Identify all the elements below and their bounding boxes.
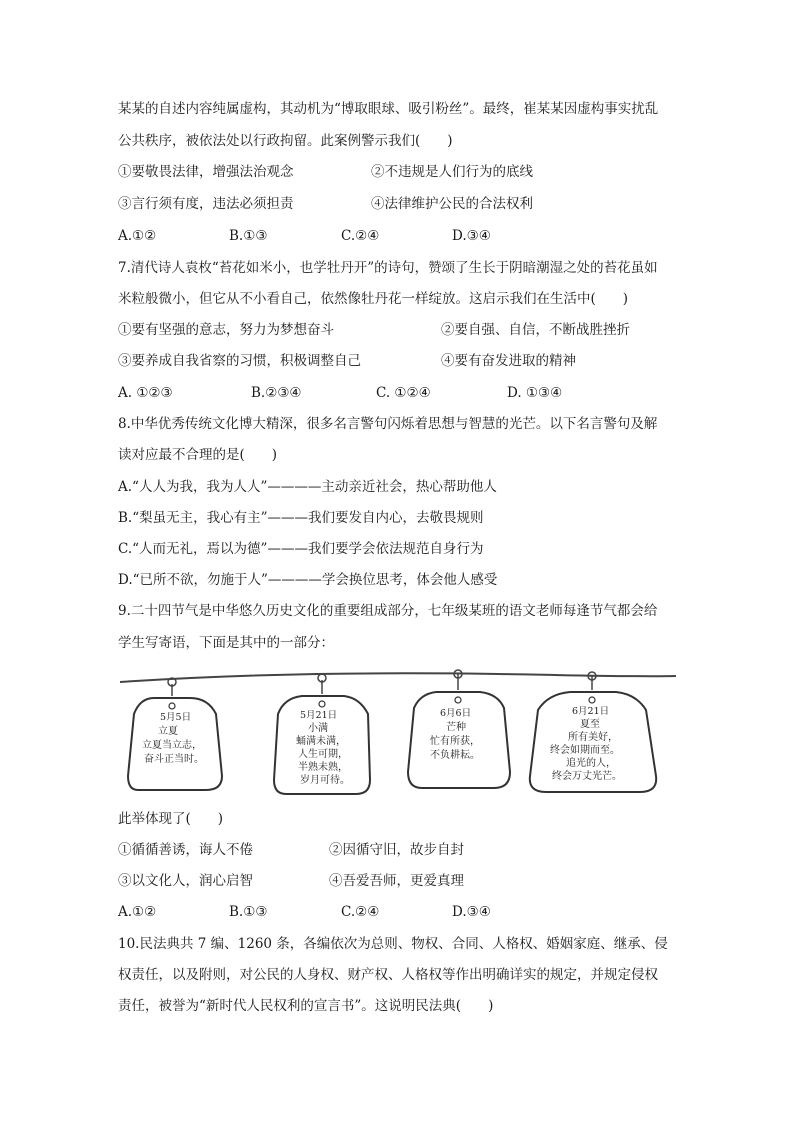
q8-option-b[interactable]: B.“梨虽无主，我心有主”———我们要发自内心，去敬畏规则 [118, 510, 484, 526]
solar-term-tags-figure [118, 668, 678, 798]
q7-option-1: ①要有坚强的意志，努力为梦想奋斗 [118, 322, 334, 338]
tag-1-line-2: 立夏当立志， [142, 740, 202, 751]
tag-4-line-5: 终会万丈光芒。 [552, 771, 622, 782]
q6-option-1: ①要敬畏法律，增强法治观念 [118, 164, 294, 180]
q6-choice-d[interactable]: D.③④ [452, 228, 491, 244]
tag-1-line-1: 立夏 [158, 726, 178, 737]
tag-xiaoman [274, 674, 370, 794]
tag-4-line-1: 夏至 [580, 719, 600, 730]
q10-stem-line-1: 10.民法典共 7 编、1260 条，各编依次为总则、物权、合同、人格权、婚姻家庭、继承、侵 [118, 936, 668, 952]
tag-2-line-1: 小满 [308, 723, 328, 734]
q7-choice-b[interactable]: B.②③④ [251, 385, 302, 401]
tag-xiazhi [530, 672, 656, 792]
q6-choice-c[interactable]: C.②④ [341, 228, 380, 244]
q9-option-4: ④吾爱吾师，更爱真理 [329, 873, 464, 889]
q9-stem-line-1: 9.二十四节气是中华悠久历史文化的重要组成部分，七年级某班的语文老师每逢节气都会给 [118, 603, 658, 619]
q8-option-a[interactable]: A.“人人为我，我为人人”————主动亲近社会，热心帮助他人 [118, 479, 497, 495]
q8-option-d[interactable]: D.“已所不欲，勿施于人”————学会换位思考，体会他人感受 [118, 572, 498, 588]
q7-option-2: ②要自强、自信，不断战胜挫折 [441, 322, 630, 338]
tag-4-line-3: 终会如期而至。 [550, 745, 620, 756]
tag-3-line-3: 不负耕耘。 [430, 750, 480, 761]
tag-2-line-5: 岁月可待。 [300, 775, 350, 786]
q9-choice-b[interactable]: B.①③ [229, 904, 268, 920]
q7-stem-line-2: 米粒般微小，但它从不小看自己，依然像牡丹花一样绽放。这启示我们在生活中( ) [118, 291, 629, 307]
tag-mangzhong [408, 670, 510, 788]
q7-choice-c[interactable]: C. ①②④ [376, 385, 431, 401]
q8-stem-line-1: 8.中华优秀传统文化博大精深，很多名言警句闪烁着思想与智慧的光芒。以下名言警句及解 [118, 416, 658, 432]
q10-stem-line-3: 责任，被誉为“新时代人民权利的宣言书”。这说明民法典( ) [118, 998, 494, 1014]
tag-2-date: 5月21日 [300, 710, 338, 721]
q6-choice-b[interactable]: B.①③ [229, 228, 268, 244]
tag-3-date: 6月6日 [440, 708, 472, 719]
q9-after-figure: 此举体现了( ) [118, 811, 224, 827]
q9-option-2: ②因循守旧，故步自封 [329, 842, 464, 858]
q7-choice-d[interactable]: D. ①③④ [507, 385, 563, 401]
q9-stem-line-2: 学生写寄语，下面是其中的一部分： [118, 635, 334, 651]
tag-1-date: 5月5日 [160, 712, 192, 723]
q7-option-4: ④要有奋发进取的精神 [441, 353, 576, 369]
q6-option-3: ③言行须有度，违法必须担责 [118, 196, 294, 212]
q10-stem-line-2: 权责任，以及附则，对公民的人身权、财产权、人格权等作出明确详实的规定，并规定侵权 [118, 967, 658, 983]
q6-stem-line-2: 公共秩序，被依法处以行政拘留。此案例警示我们( ) [118, 133, 453, 149]
q9-choice-c[interactable]: C.②④ [341, 904, 380, 920]
tag-4-line-2: 所有美好， [568, 732, 618, 743]
tag-4-line-4: 追光的人， [566, 758, 616, 769]
q9-choice-d[interactable]: D.③④ [452, 904, 491, 920]
q7-option-3: ③要养成自我省察的习惯，积极调整自己 [118, 353, 361, 369]
tag-2-line-3: 人生可期， [298, 749, 348, 760]
tag-2-line-2: 蛹满未满， [296, 736, 346, 747]
tag-1-line-3: 奋斗正当时。 [144, 754, 204, 765]
q9-option-1: ①循循善诱，诲人不倦 [118, 842, 253, 858]
q8-stem-line-2: 读对应最不合理的是( ) [118, 447, 278, 463]
tag-lixia [128, 678, 222, 790]
q6-option-4: ④法律维护公民的合法权利 [371, 196, 533, 212]
tag-3-line-2: 忙有所获， [430, 736, 480, 747]
q6-option-2: ②不违规是人们行为的底线 [371, 164, 533, 180]
q9-option-3: ③以文化人，润心启智 [118, 873, 253, 889]
tag-2-line-4: 半熟未熟， [298, 762, 348, 773]
q9-choice-a[interactable]: A.①② [118, 904, 157, 920]
tag-3-line-1: 芒种 [446, 722, 466, 733]
q7-stem-line-1: 7.清代诗人袁枚“苔花如米小，也学牡丹开”的诗句，赞颂了生长于阴暗潮湿之处的苔花虽如 [118, 260, 658, 276]
q6-stem-line-1: 某某的自述内容纯属虚构，其动机为“博取眼球、吸引粉丝”。最终，崔某某因虚构事实扰乱 [118, 101, 659, 117]
q7-choice-a[interactable]: A. ①②③ [118, 385, 173, 401]
q6-choice-a[interactable]: A.①② [118, 228, 157, 244]
q8-option-c[interactable]: C.“人而无礼，焉以为德”———我们要学会依法规范自身行为 [118, 541, 484, 557]
tag-4-date: 6月21日 [572, 706, 610, 717]
